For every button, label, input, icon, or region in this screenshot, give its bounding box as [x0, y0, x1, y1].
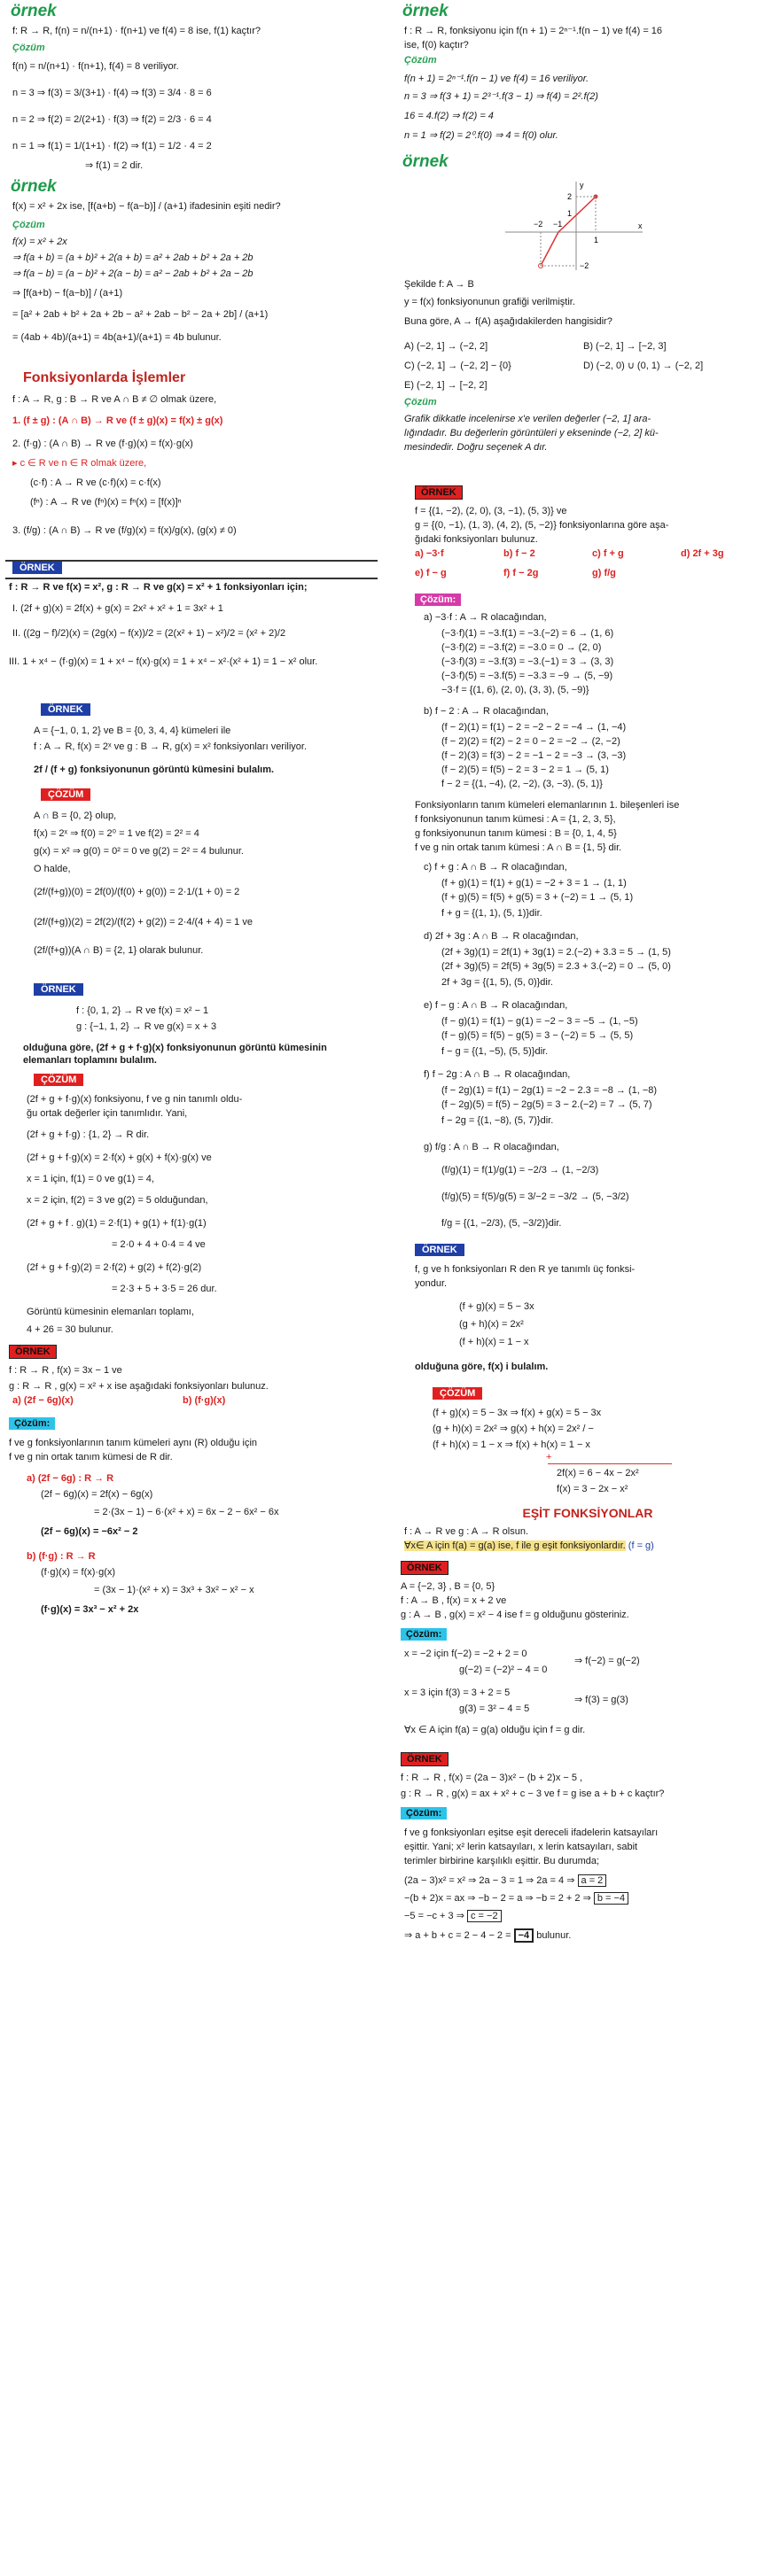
solution-text: −5 = −c + 3 ⇒	[404, 1911, 464, 1921]
question: A = {−1, 0, 1, 2} ve B = {0, 3, 4, 4} kümeleri ile	[34, 725, 231, 736]
question-part: a) (2f − 6g)(x)	[12, 1395, 74, 1406]
question: f : R → R ve f(x) = x², g : R → R ve g(x) = x² + 1 fonksiyonları için;	[9, 582, 308, 593]
tick-label: 2	[567, 192, 573, 201]
solution-text: ⇒ a + b + c = 2 − 4 − 2 =	[404, 1930, 511, 1941]
solution-line: (−3·f)(5) = −3.f(5) = −3.3 = −9 → (5, −9)	[441, 671, 613, 681]
solution-line: f(n + 1) = 2ⁿ⁻¹.f(n − 1) ve f(4) = 16 veriliyor.	[404, 74, 589, 84]
question-option: c) f + g	[592, 548, 624, 559]
question: Şekilde f: A → B	[404, 279, 474, 290]
example-badge: ÖRNEK	[34, 983, 83, 996]
solution-line: (2f/(f+g))(2) = 2f(2)/(f(2) + g(2)) = 2·4/(4 + 4) = 1 ve	[34, 917, 253, 927]
question: f : A → R, f(x) = 2ˣ ve g : B → R, g(x) = x² fonksiyonları veriliyor.	[34, 741, 308, 752]
solution-line: x = 2 için, f(2) = 3 ve g(2) = 5 olduğundan,	[27, 1195, 208, 1206]
section-intro: f : A → R, g : B → R ve A ∩ B ≠ ∅ olmak üzere,	[12, 394, 217, 405]
solution-line: (2f + 3g)(5) = 2f(5) + 3g(5) = 2.3 + 3.(−2) = 0 → (5, 0)	[441, 961, 671, 972]
question: f : {0, 1, 2} → R ve f(x) = x² − 1	[76, 1005, 209, 1016]
solution-line: g(3) = 3² − 4 = 5	[459, 1703, 530, 1714]
explanation-line: g fonksiyonunun tanım kümesi : B = {0, 1, 4, 5}	[415, 828, 617, 839]
solution-line: 16 = 4.f(2) ⇒ f(2) = 4	[404, 111, 494, 121]
solution-line: x = 3 için f(3) = 3 + 2 = 5	[404, 1688, 511, 1698]
solution-line: (f − g)(1) = f(1) − g(1) = −2 − 3 = −5 → (1, −5)	[441, 1016, 638, 1027]
solution-line: f ve g fonksiyonlarının tanım kümeleri aynı (R) olduğu için	[9, 1438, 258, 1448]
solution-label: Çözüm	[12, 220, 45, 230]
solution-line: ğu ortak değerler için tanımlıdır. Yani,	[27, 1108, 188, 1119]
part-heading: c) f + g : A ∩ B → R olacağından,	[424, 862, 567, 873]
solution-line: f(x) = x² + 2x	[12, 237, 67, 247]
solution-line: ⇒ [f(a+b) − f(a−b)] / (a+1)	[12, 288, 123, 299]
solution-line	[404, 1929, 571, 1942]
example-title: örnek	[11, 177, 57, 196]
solution-line: 4 + 26 = 30 bulunur.	[27, 1324, 113, 1335]
explanation-line: f fonksiyonunun tanım kümesi : A = {1, 2, 3, 5},	[415, 814, 616, 825]
solution-line: terimler birbirine karşılıklı eşittir. Bu durumda;	[404, 1856, 600, 1866]
final-answer-box: −4	[514, 1928, 534, 1943]
rule-item: (c·f) : A → R ve (c·f)(x) = c·f(x)	[30, 477, 161, 488]
solution-line: b) (f·g) : R → R	[27, 1551, 96, 1562]
example-badge: ÖRNEK	[9, 1345, 57, 1359]
solution-line: (2f − 6g)(x) = −6x² − 2	[41, 1526, 138, 1537]
solution-line: (−3·f)(1) = −3.f(1) = −3.(−2) = 6 → (1, 6)	[441, 628, 614, 639]
rule-item: 3. (f/g) : (A ∩ B) → R ve (f/g)(x) = f(x)/g(x), (g(x) ≠ 0)	[12, 525, 237, 536]
solution-line: ⇒ f(3) = g(3)	[574, 1695, 628, 1705]
tick-label: 1	[594, 236, 599, 244]
solution-line: = [a² + 2ab + b² + 2a + 2b − a² + 2ab − b² − 2a + 2b] / (a+1)	[12, 309, 269, 320]
question-option: a) −3·f	[415, 548, 444, 559]
question: olduğuna göre, (2f + g + f·g)(x) fonksiyonunun görüntü kümesinin elemanları toplamını bulalım.	[23, 1043, 327, 1066]
solution-line: eşittir. Yani; x² lerin katsayıları, x lerin katsayıları, sabit	[404, 1842, 638, 1852]
solution-line: n = 2 ⇒ f(2) = 2/(2+1) · f(3) ⇒ f(2) = 2/3 · 6 = 4	[12, 114, 212, 125]
solution-line: 2f + 3g = {(1, 5), (5, 0)}dir.	[441, 977, 553, 988]
example-badge: ÖRNEK	[41, 703, 90, 716]
question-option: g) f/g	[592, 568, 616, 578]
solution-line: (2f + 3g)(1) = 2f(1) + 3g(1) = 2.(−2) + 3.3 = 5 → (1, 5)	[441, 947, 671, 958]
example-badge: ÖRNEK	[12, 562, 62, 574]
solution-line: x = 1 için, f(1) = 0 ve g(1) = 4,	[27, 1174, 154, 1184]
part-heading: f) f − 2g : A ∩ B → R olacağından,	[424, 1069, 571, 1080]
solution-line: n = 3 ⇒ f(3 + 1) = 2³⁻¹.f(3 − 1) ⇒ f(4) = 2².f(2)	[404, 91, 598, 102]
solution-line: (f − 2)(2) = f(2) − 2 = 0 − 2 = −2 → (2, −2)	[441, 736, 620, 747]
solution-line: f(x) = 3 − 2x − x²	[557, 1484, 628, 1494]
explanation-line: f ve g nin ortak tanım kümesi : A ∩ B = {1, 5} dir.	[415, 842, 622, 853]
question: ğıdaki fonksiyonları bulunuz.	[415, 534, 538, 545]
solution-line: II. ((2g − f)/2)(x) = (2g(x) − f(x))/2 = (2(x² + 1) − x²)/2 = (x² + 2)/2	[12, 628, 286, 639]
solution-line: (−3·f)(2) = −3.f(2) = −3.0 = 0 → (2, 0)	[441, 642, 602, 653]
question: g : R → R , g(x) = ax + x² + c − 3 ve f = g ise a + b + c kaçtır?	[401, 1788, 665, 1799]
example-badge: ÖRNEK	[401, 1561, 448, 1575]
question: f = {(1, −2), (2, 0), (3, −1), (5, 3)} ve	[415, 506, 567, 516]
solution-label: Çözüm	[404, 55, 437, 66]
solution-line: n = 1 ⇒ f(2) = 2⁰.f(0) ⇒ 4 = f(0) olur.	[404, 130, 558, 141]
solution-line	[404, 1910, 502, 1922]
definition-note: (f = g)	[628, 1540, 654, 1551]
solution-line: n = 1 ⇒ f(1) = 1/(1+1) · f(2) ⇒ f(1) = 1/2 · 4 = 2	[12, 141, 212, 151]
solution-line: f − 2 = {(1, −4), (2, −2), (3, −3), (5, 1)}	[441, 779, 603, 789]
solution-line: (2f + g + f·g) : {1, 2} → R dir.	[27, 1129, 150, 1140]
given-equation: (g + h)(x) = 2x²	[459, 1319, 524, 1330]
question: f : R → R , f(x) = 3x − 1 ve	[9, 1365, 122, 1376]
solution-line: ∀x ∈ A için f(a) = g(a) olduğu için f = g dir.	[404, 1725, 586, 1735]
solution-line: = 2·0 + 4 + 0·4 = 4 ve	[112, 1239, 206, 1250]
solution-line: (f − 2)(1) = f(1) − 2 = −2 − 2 = −4 → (1, −4)	[441, 722, 627, 733]
question: ise, f(0) kaçtır?	[404, 40, 469, 50]
rule-item: ▸ c ∈ R ve n ∈ R olmak üzere,	[12, 458, 147, 469]
solution-line: mesindedir. Doğru seçenek A dır.	[404, 442, 548, 453]
solution-line: (2f + g + f·g)(2) = 2·f(2) + g(2) + f(2)·g(2)	[27, 1262, 202, 1273]
solution-line: (f + g)(5) = f(5) + g(5) = 3 + (−2) = 1 → (5, 1)	[441, 892, 634, 903]
solution-line: (2f/(f+g))(0) = 2f(0)/(f(0) + g(0)) = 2·1/(1 + 0) = 2	[34, 887, 240, 897]
question-option: b) f − 2	[503, 548, 535, 559]
solution-badge: Çözüm:	[415, 594, 461, 606]
plus-sign: +	[546, 1452, 552, 1463]
solution-line: f − g = {(1, −5), (5, 5)}dir.	[441, 1046, 549, 1057]
axis-label: y	[580, 181, 584, 190]
solution-line: (f + g)(x) = 5 − 3x ⇒ f(x) + g(x) = 5 − 3x	[433, 1408, 602, 1418]
solution-line: Görüntü kümesinin elemanları toplamı,	[27, 1307, 194, 1317]
solution-text: (2a − 3)x² = x² ⇒ 2a − 3 = 1 ⇒ 2a = 4 ⇒	[404, 1875, 575, 1886]
solution-badge: Çözüm:	[9, 1417, 55, 1430]
solution-line: (f·g)(x) = 3x³ − x² + 2x	[41, 1604, 139, 1615]
definition-line	[404, 1540, 654, 1552]
question-part: b) (f·g)(x)	[183, 1395, 226, 1406]
solution-line: (2f + g + f . g)(1) = 2·f(1) + g(1) + f(1)·g(1)	[27, 1218, 207, 1229]
solution-result: ⇒ f(1) = 2 dir.	[85, 160, 144, 171]
solution-line: (f − 2)(5) = f(5) − 2 = 3 − 2 = 1 → (5, 1)	[441, 764, 609, 775]
answer-box: b = −4	[594, 1892, 628, 1905]
solution-line: ⇒ f(−2) = g(−2)	[574, 1656, 640, 1666]
solution-line: lığındadır. Bu değerlerin görüntüleri y ekseninde (−2, 2] kü-	[404, 428, 659, 438]
solution-line: Grafik dikkatle incelenirse x'e verilen değerler (−2, 1] ara-	[404, 414, 651, 424]
solution-line: (f + g)(1) = f(1) + g(1) = −2 + 3 = 1 → (1, 1)	[441, 878, 627, 888]
example-badge: ÖRNEK	[415, 485, 463, 500]
solution-line: (f − 2g)(1) = f(1) − 2g(1) = −2 − 2.3 = −8 → (1, −8)	[441, 1085, 658, 1096]
part-heading: d) 2f + 3g : A ∩ B → R olacağından,	[424, 931, 579, 942]
definition-text: ∀x∈ A için f(a) = g(a) ise, f ile g eşit fonksiyonlardır.	[404, 1540, 626, 1551]
solution-line: −3·f = {(1, 6), (2, 0), (3, 3), (5, −9)}	[441, 685, 589, 695]
solution-badge: ÇÖZÜM	[34, 1074, 83, 1086]
part-heading: e) f − g : A ∩ B → R olacağından,	[424, 1000, 568, 1011]
solution-label: Çözüm	[404, 397, 437, 407]
given-equation: (f + g)(x) = 5 − 3x	[459, 1301, 534, 1312]
answer-option: C) (−2, 1] → (−2, 2] − {0}	[404, 361, 511, 371]
solution-line: f ve g nin ortak tanım kümesi de R dir.	[9, 1452, 173, 1463]
question: g = {(0, −1), (1, 3), (4, 2), (5, −2)} fonksiyonlarına göre aşa-	[415, 520, 669, 531]
example-badge: ÖRNEK	[415, 1244, 464, 1256]
question: f, g ve h fonksiyonları R den R ye tanımlı üç fonksi-	[415, 1264, 636, 1275]
solution-line: g(x) = x² ⇒ g(0) = 0² = 0 ve g(2) = 2² = 4 bulunur.	[34, 846, 244, 857]
question: f: R → R, f(n) = n/(n+1) · f(n+1) ve f(4) = 8 ise, f(1) kaçtır?	[12, 26, 261, 36]
question: f : R → R , f(x) = (2a − 3)x² − (b + 2)x − 5 ,	[401, 1773, 583, 1783]
tick-label: −1	[553, 220, 563, 229]
solution-line: O halde,	[34, 864, 71, 874]
solution-line: I. (2f + g)(x) = 2f(x) + g(x) = 2x² + x² + 1 = 3x² + 1	[12, 603, 223, 614]
section-heading: EŞİT FONKSİYONLAR	[522, 1506, 653, 1520]
question: Buna göre, A → f(A) aşağıdakilerden hangisidir?	[404, 316, 612, 327]
solution-badge: ÇÖZÜM	[433, 1387, 482, 1400]
solution-line	[404, 1874, 606, 1887]
question-option: d) 2f + 3g	[681, 548, 724, 559]
solution-line: f/g = {(1, −2/3), (5, −3/2)}dir.	[441, 1218, 562, 1229]
solution-line: f ve g fonksiyonları eşitse eşit dereceli ifadelerin katsayıları	[404, 1827, 659, 1838]
graph-segment	[541, 232, 558, 266]
answer-option: A) (−2, 1] → (−2, 2]	[404, 341, 488, 352]
tick-label: −2	[534, 220, 543, 229]
solution-badge: ÇÖZÜM	[41, 788, 90, 801]
solution-line: a) (2f − 6g) : R → R	[27, 1473, 114, 1484]
tick-label: 1	[567, 209, 573, 218]
solution-line: x = −2 için f(−2) = −2 + 2 = 0	[404, 1649, 527, 1659]
answer-option: B) (−2, 1] → [−2, 3]	[583, 341, 667, 352]
example-title: örnek	[402, 2, 448, 20]
function-graph	[496, 177, 647, 275]
rule-item: (fⁿ) : A → R ve (fⁿ)(x) = fⁿ(x) = [f(x)]ⁿ	[30, 497, 182, 508]
rule-text: 1. (f ± g) : (A ∩ B) → R ve (f ± g)(x) = f(x) ± g(x)	[12, 415, 223, 426]
tick-label: −2	[580, 261, 589, 270]
solution-line: A ∩ B = {0, 2} olup,	[34, 811, 117, 821]
solution-line: = (3x − 1)·(x² + x) = 3x³ + 3x² − x² − x	[94, 1585, 254, 1595]
solution-text: (g + h)(x) = 2x² ⇒ g(x) + h(x) = 2x² / −	[433, 1424, 594, 1434]
question: g : {−1, 1, 2} → R ve g(x) = x + 3	[76, 1021, 217, 1032]
question: g : A → B , g(x) = x² − 4 ise f = g olduğunu gösteriniz.	[401, 1610, 629, 1620]
solution-line: (f − g)(5) = f(5) − g(5) = 3 − (−2) = 5 → (5, 5)	[441, 1030, 634, 1041]
solution-text: bulunur.	[536, 1930, 572, 1941]
solution-line: = 2·(3x − 1) − 6·(x² + x) = 6x − 2 − 6x² − 6x	[94, 1507, 279, 1517]
solution-line: ⇒ f(a − b) = (a − b)² + 2(a − b) = a² − 2ab + b² + 2a − 2b	[12, 268, 254, 279]
question-option: e) f − g	[415, 568, 447, 578]
solution-line: g(−2) = (−2)² − 4 = 0	[459, 1664, 548, 1675]
solution-line: f − 2g = {(1, −8), (5, 7)}dir.	[441, 1115, 554, 1126]
solution-line: (−3·f)(3) = −3.f(3) = −3.(−1) = 3 → (3, 3)	[441, 656, 614, 667]
solution-line: (f/g)(1) = f(1)/g(1) = −2/3 → (1, −2/3)	[441, 1165, 599, 1175]
definition-line: f : A → R ve g : A → R olsun.	[404, 1526, 529, 1537]
axis-label: x	[638, 221, 643, 230]
solution-text: −(b + 2)x = ax ⇒ −b − 2 = a ⇒ −b = 2 + 2 ⇒	[404, 1893, 591, 1904]
sum-line	[548, 1463, 672, 1464]
question: f(x) = x² + 2x ise, [f(a+b) − f(a−b)] / (a+1) ifadesinin eşiti nedir?	[12, 201, 281, 212]
solution-badge: Çözüm:	[401, 1807, 447, 1819]
answer-option: E) (−2, 1] → [−2, 2]	[404, 380, 488, 391]
solution-line: (2f − 6g)(x) = 2f(x) − 6g(x)	[41, 1489, 153, 1500]
solution-line: (2f + g + f·g)(x) fonksiyonu, f ve g nin tanımlı oldu-	[27, 1094, 243, 1105]
solution-label: Çözüm	[12, 43, 45, 53]
question: 2f / (f + g) fonksiyonunun görüntü kümesini bulalım.	[34, 764, 275, 775]
part-heading: g) f/g : A ∩ B → R olacağından,	[424, 1142, 559, 1152]
question: y = f(x) fonksiyonunun grafiği verilmiştir.	[404, 297, 575, 307]
part-heading: a) −3·f : A → R olacağından,	[424, 612, 547, 623]
solution-line: = (4ab + 4b)/(a+1) = 4b(a+1)/(a+1) = 4b bulunur.	[12, 332, 222, 343]
answer-box: c = −2	[467, 1910, 502, 1922]
solution-line: = 2·3 + 5 + 3·5 = 26 dur.	[112, 1284, 217, 1294]
solution-line	[404, 1892, 628, 1905]
solution-line	[433, 1423, 594, 1435]
example-title: örnek	[11, 2, 57, 20]
question: f : R → R, fonksiyonu için f(n + 1) = 2ⁿ⁻¹.f(n − 1) ve f(4) = 16	[404, 26, 663, 36]
solution-line: (2f + g + f·g)(x) = 2·f(x) + g(x) + f(x)·g(x) ve	[27, 1152, 212, 1163]
answer-option: D) (−2, 0) ∪ (0, 1) → (−2, 2]	[583, 361, 704, 371]
solution-line: (f + h)(x) = 1 − x ⇒ f(x) + h(x) = 1 − x	[433, 1439, 590, 1450]
solution-line: (f − 2g)(5) = f(5) − 2g(5) = 3 − 2.(−2) = 7 → (5, 7)	[441, 1099, 652, 1110]
explanation-line: Fonksiyonların tanım kümeleri elemanlarının 1. bileşenleri ise	[415, 800, 680, 811]
solution-line: ⇒ f(a + b) = (a + b)² + 2(a + b) = a² + 2ab + b² + 2a + 2b	[12, 252, 254, 263]
rule-item	[12, 415, 222, 427]
solution-line: f(x) = 2ˣ ⇒ f(0) = 2⁰ = 1 ve f(2) = 2² = 4	[34, 828, 199, 839]
answer-box: a = 2	[578, 1874, 607, 1887]
solution-line: (f·g)(x) = f(x)·g(x)	[41, 1567, 116, 1578]
solution-line: (f/g)(5) = f(5)/g(5) = 3/−2 = −3/2 → (5, −3/2)	[441, 1191, 629, 1202]
given-equation: (f + h)(x) = 1 − x	[459, 1337, 529, 1347]
question: olduğuna göre, f(x) i bulalım.	[415, 1362, 549, 1372]
solution-line: f(n) = n/(n+1) · f(n+1), f(4) = 8 veriliyor.	[12, 61, 179, 72]
solution-line: (f − 2)(3) = f(3) − 2 = −1 − 2 = −3 → (3, −3)	[441, 750, 627, 761]
graph-segment	[558, 197, 596, 232]
question: f : A → B , f(x) = x + 2 ve	[401, 1595, 507, 1606]
question-option: f) f − 2g	[503, 568, 539, 578]
solution-line: (2f/(f+g))(A ∩ B) = {2, 1} olarak bulunur.	[34, 945, 204, 956]
example-badge: ÖRNEK	[401, 1752, 448, 1766]
rule-item: 2. (f·g) : (A ∩ B) → R ve (f·g)(x) = f(x)·g(x)	[12, 438, 193, 449]
question: g : R → R , g(x) = x² + x ise aşağıdaki fonksiyonları bulunuz.	[9, 1381, 269, 1392]
solution-line: 2f(x) = 6 − 4x − 2x²	[557, 1468, 639, 1478]
question: A = {−2, 3} , B = {0, 5}	[401, 1581, 495, 1592]
solution-badge: Çözüm:	[401, 1628, 447, 1641]
solution-line: n = 3 ⇒ f(3) = 3/(3+1) · f(4) ⇒ f(3) = 3/4 · 8 = 6	[12, 88, 212, 98]
solution-line: f + g = {(1, 1), (5, 1)}dir.	[441, 908, 542, 919]
solution-line: III. 1 + x⁴ − (f·g)(x) = 1 + x⁴ − f(x)·g(x) = 1 + x⁴ − x²·(x² + 1) = 1 − x² olur.	[9, 656, 318, 667]
part-heading: b) f − 2 : A → R olacağından,	[424, 706, 549, 717]
section-heading: Fonksiyonlarda İşlemler	[23, 370, 186, 385]
question: yondur.	[415, 1278, 448, 1289]
example-title: örnek	[402, 152, 448, 171]
